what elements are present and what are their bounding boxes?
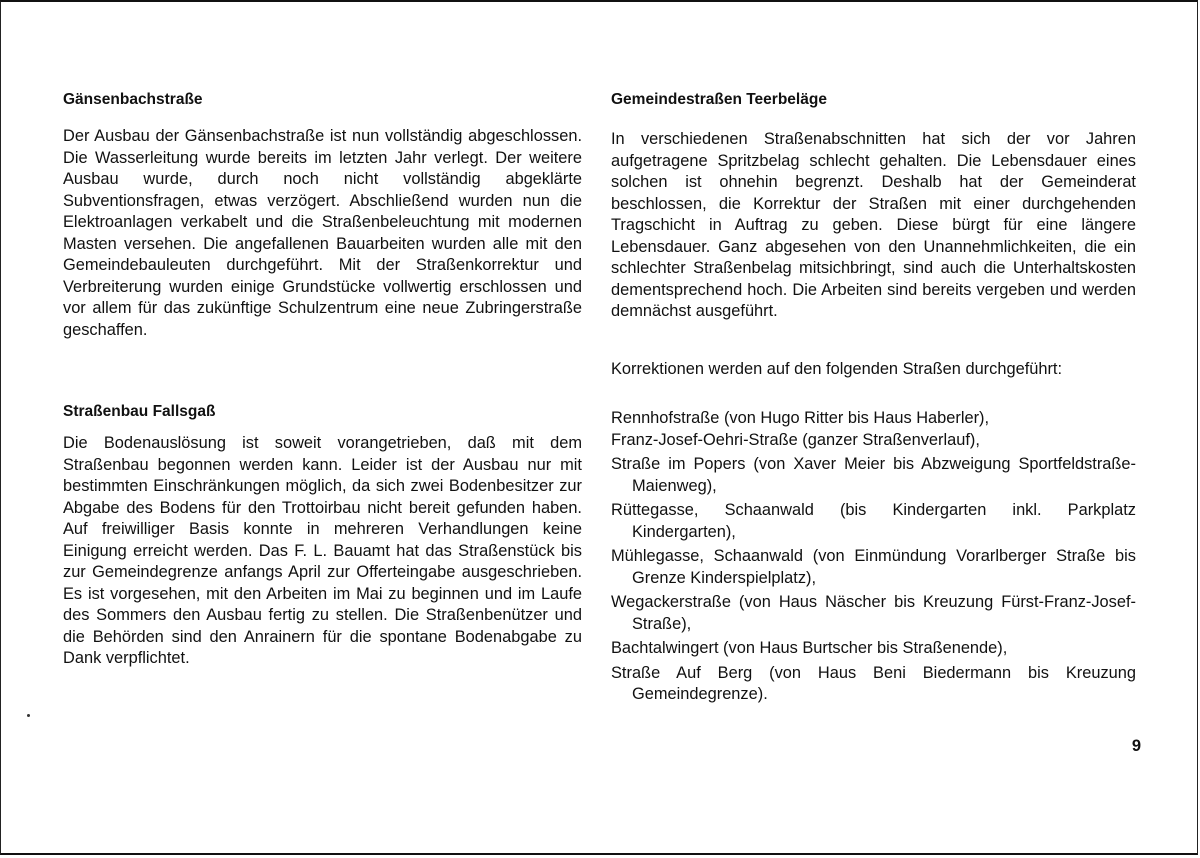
list-item: Straße im Popers (von Xaver Meier bis Abzweigung Sportfeldstraße-Maienweg),: [611, 455, 1136, 495]
section-teerbelaege: [611, 90, 1136, 110]
section-teerbelaege-text: [611, 129, 1136, 323]
section-gaensenbachstrasse-text: [63, 126, 582, 341]
list-item: Straße Auf Berg (von Haus Beni Biedermann bis Kreuzung Gemeindegrenze).: [611, 663, 1136, 703]
list-item: Rennhofstraße (von Hugo Ritter bis Haus Haberler),: [611, 409, 990, 427]
list-item: Rüttegasse, Schaanwald (bis Kindergarten inkl. Parkplatz Kindergarten),: [611, 501, 1136, 541]
list-item: Wegackerstraße (von Haus Näscher bis Kreuzung Fürst-Franz-Josef-Straße),: [611, 593, 1136, 633]
section-gaensenbachstrasse: [63, 90, 582, 110]
section-heading: Gänsenbachstraße: [63, 91, 203, 108]
corrections-list: [611, 408, 1136, 706]
list-item: Franz-Josef-Oehri-Straße (ganzer Straßenverlauf),: [611, 430, 980, 449]
section-body: Der Ausbau der Gänsenbachstraße ist nun vollständig abgeschlossen. Die Wasserleitung wurde bereits im letzten Jahr verlegt. Der weitere Ausbau wurde, durch noch nicht vollständig abgeklärte Subventionsfragen, etwas verzögert. Abschließend wurden nun die Elektroanlagen verkabelt und die Straßenbeleuchtung mit modernen Masten versehen. Die angefallenen Bauarbeiten wurden alle mit den Gemeindebauleuten durchgeführt. Mit der Straßenkorrektur und Verbreiterung wurden einige Grundstücke vollwertig erschlossen und vor allem für das zukünftige Schulzentrum eine neue Zubringerstraße geschaffen.: [63, 127, 582, 339]
section-body: In verschiedenen Straßenabschnitten hat sich der vor Jahren aufgetragene Spritzbelag schlecht gehalten. Die Lebensdauer eines solchen ist ohnehin begrenzt. Deshalb hat der Gemeinderat beschlossen, die Korrektur der Straßen mit einer durchgehenden Tragschicht in Auftrag zu geben. Diese bürgt für eine längere Lebensdauer. Ganz abgesehen von den Unannehmlichkeiten, die ein schlechter Straßenbelag mitsichbringt, sind auch die Unterhaltskosten dementsprechend hoch. Die Arbeiten sind bereits vergeben und werden demnächst ausgeführt.: [611, 130, 1136, 320]
list-item: Mühlegasse, Schaanwald (von Einmündung Vorarlberger Straße bis Grenze Kinderspielplatz),: [611, 547, 1136, 587]
page-number: 9: [1131, 737, 1141, 755]
section-body: Die Bodenauslösung ist soweit vorangetrieben, daß mit dem Straßenbau begonnen werden kann. Leider ist der Ausbau nur mit bestimmten Einschränkungen möglich, da sich zwei Bodenbesitzer zur Abgabe des Bodens für den Trottoirbau nicht bereit gefunden haben. Auf freiwilliger Basis konnte in mehreren Verhandlungen keine Einigung erreicht werden. Das F. L. Bauamt hat das Straßenstück bis zur Gemeindegrenze anfangs April zur Offerteingabe ausgeschrieben. Es ist vorgesehen, mit den Arbeiten im Mai zu beginnen und im Laufe des Sommers den Ausbau fertig zu stellen. Die Straßenbenützer und die Behörden sind den Anrainern für die spontane Bodenabgabe zu Dank verpflichtet.: [63, 434, 582, 667]
list-item: Bachtalwingert (von Haus Burtscher bis Straßenende),: [611, 639, 1008, 657]
corrections-intro: [611, 359, 1136, 381]
speck-mark: [27, 714, 30, 717]
section-heading: Gemeindestraßen Teerbeläge: [611, 91, 827, 108]
list-intro: Korrektionen werden auf den folgenden Straßen durchgeführt:: [611, 360, 1063, 378]
section-strassenbau-fallsgass: [63, 402, 582, 422]
section-heading: Straßenbau Fallsgaß: [63, 403, 216, 420]
section-strassenbau-fallsgass-text: [63, 433, 582, 670]
